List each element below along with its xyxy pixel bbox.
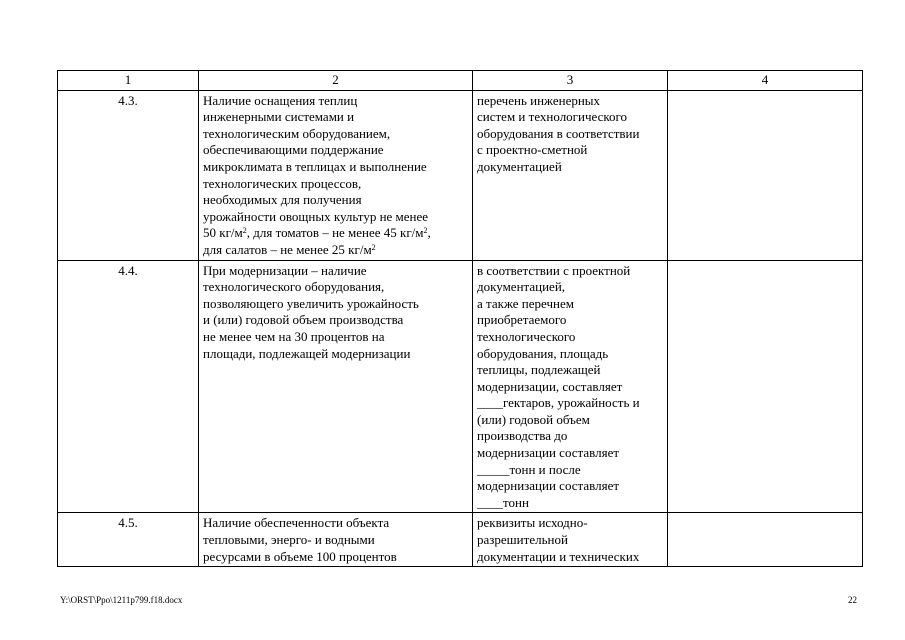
criteria-table [57,70,863,567]
cell-text-line: тепловыми, энерго- и водными [203,532,375,548]
notes-cell [668,90,863,260]
row-number: 4.3. [58,90,199,260]
cell-text-line: технологического оборудования, [203,279,385,295]
footer-file-path: Y:\ORST\Ppo\1211p799.f18.docx [60,595,183,605]
cell-text-line: ресурсами в объеме 100 процентов [203,548,397,564]
row-number: 4.4. [58,260,199,513]
cell-text-line: теплицы, подлежащей [477,362,601,378]
cell-text-line: (или) годовой объем [477,411,590,427]
cell-text-line: перечень инженерных [477,92,601,108]
cell-text-line: модернизации составляет [477,445,620,461]
cell-text-line: разрешительной [477,532,568,548]
cell-text-line: модернизации составляет [477,478,620,494]
cell-text-line: оборудования в соответствии [477,125,640,141]
cell-text-line: реквизиты исходно- [477,515,588,531]
notes-cell [668,513,863,567]
cell-text-line: микроклимата в теплицах и выполнение [203,158,427,174]
cell-text-line: не менее чем на 30 процентов на [203,328,385,344]
cell-text-line: При модернизации – наличие [203,262,367,278]
criteria-cell [199,260,473,513]
cell-text-line: систем и технологического [477,109,628,125]
documents-cell [473,90,668,260]
documents-cell [473,513,668,567]
cell-text-line: технологического [477,328,576,344]
cell-text-line: документацией, [477,279,566,295]
criteria-cell [199,90,473,260]
cell-text-line: в соответствии с проектной [477,262,631,278]
cell-text-line: технологическим оборудованием, [203,125,391,141]
table-row [58,260,863,513]
cell-text-line: _____тонн и после [477,461,581,477]
notes-cell [668,260,863,513]
table-row [58,513,863,567]
cell-text-line: приобретаемого [477,312,567,328]
row-number: 4.5. [58,513,199,567]
cell-text-line: оборудования, площадь [477,345,609,361]
cell-text-line: технологических процессов, [203,175,362,191]
cell-text-line: производства до [477,428,568,444]
cell-text-line: ____гектаров, урожайность и [477,395,640,411]
footer-page-number: 22 [848,595,857,605]
documents-cell [473,260,668,513]
cell-text-line: документацией [477,158,562,174]
column-header-2: 2 [199,71,473,91]
cell-text-line: Наличие оснащения теплиц [203,92,358,108]
column-header-3: 3 [473,71,668,91]
criteria-cell [199,513,473,567]
cell-text-line: Наличие обеспеченности объекта [203,515,390,531]
column-header-1: 1 [58,71,199,91]
cell-text-line: модернизации, составляет [477,378,623,394]
table-row [58,90,863,260]
cell-text-line: для салатов – не менее 25 $кг/м^2$ [203,241,376,257]
cell-text-line: необходимых для получения [203,192,362,208]
cell-text-line: документации и технических [477,548,640,564]
column-header-4: 4 [668,71,863,91]
cell-text-line: урожайности овощных культур не менее [203,208,429,224]
cell-text-line: позволяющего увеличить урожайность [203,295,419,311]
cell-text-line: площади, подлежащей модернизации [203,345,411,361]
cell-text-line: ____тонн [477,494,529,510]
cell-text-line: с проектно-сметной [477,142,588,158]
cell-text-line: и (или) годовой объем производства [203,312,404,328]
cell-text-line: 50 $кг/м^2$, для томатов – не менее 45 $кг/м^2$, [203,225,431,241]
cell-text-line: обеспечивающими поддержание [203,142,384,158]
cell-text-line: а также перечнем [477,295,574,311]
table-header-row [58,71,863,91]
cell-text-line: инженерными системами и [203,109,355,125]
